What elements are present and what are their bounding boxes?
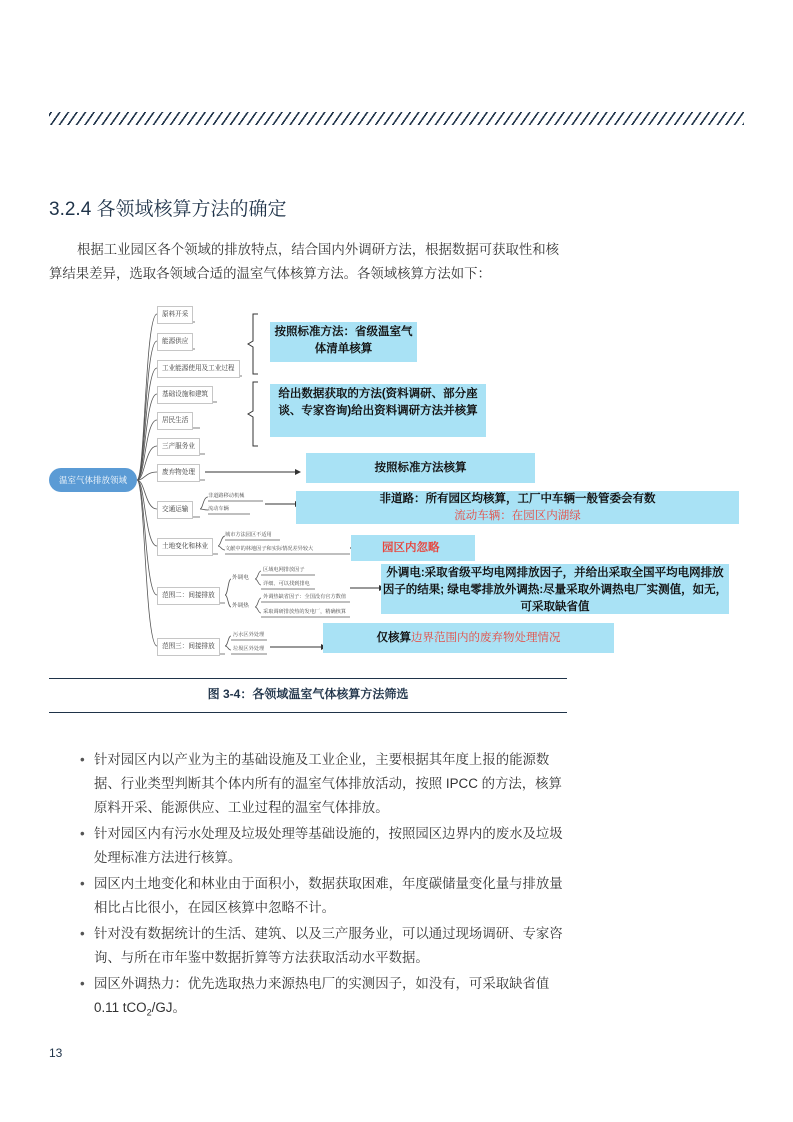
note-standard-provincial: 按照标准方法：省级温室气体清单核算: [270, 322, 417, 362]
scope2-sub-3: 外调热缺省因子：全国没有官方数值: [263, 594, 347, 600]
note-data-method: 给出数据获取的方法(资料调研、部分座谈、专家咨询)给出资料调研方法并核算: [270, 384, 486, 437]
bullet-item: • 针对园区内有污水处理及垃圾处理等基础设施的，按照园区边界内的废水及垃圾处理标准方法进行核算。: [80, 822, 570, 870]
bullet-heat-text: 园区外调热力：优先选取热力来源热电厂的实测因子，如没有，可采取缺省值 0.11 tCO: [94, 976, 550, 1015]
scope2-sub-1: 区域电网排放因子: [263, 567, 305, 573]
transport-sub-nonroad: 非道路移动机械: [208, 493, 245, 499]
section-title: 3.2.4 各领域核算方法的确定: [49, 199, 287, 220]
note-scope2: 外调电:采取省级平均电网排放因子，并给出采取全国平均电网排放因子的结果; 绿电零排放外调热:尽量采取外调热电厂实测值，如无，可采取缺省值: [381, 564, 729, 614]
scope2-sub-4: 采取调研排放热的发电厂，精确核算: [263, 609, 347, 615]
header-hatch-divider: [49, 112, 744, 125]
page-number: 13: [49, 1046, 63, 1060]
land-sub-1: 城市方法园区不适用: [225, 532, 272, 538]
note-transport-line1: 非道路：所有园区均核算，工厂中车辆一般管委会有数: [379, 493, 656, 505]
bullet-heat-subscript: 2: [146, 1007, 152, 1018]
note-scope3-prefix: 仅核算: [376, 632, 411, 644]
leaf-residential: 居民生活: [157, 412, 193, 430]
scope2-sub-2: 详细、可以找到排电: [263, 581, 310, 587]
leaf-tertiary: 三产服务业: [157, 438, 200, 456]
transport-sub-mobile: 流动车辆: [208, 506, 229, 512]
bullet-list: [80, 748, 570, 1027]
leaf-industrial-process: 工业能源使用及工业过程: [157, 360, 240, 378]
scope2-mid-heat: 外调热: [232, 603, 249, 609]
caption-top-rule: [49, 678, 567, 679]
note-scope3-highlight: 边界范围内的废弃物处理情况: [411, 632, 561, 644]
note-scope3: [323, 623, 614, 653]
leaf-land-forestry: 土地变化和林业: [157, 538, 213, 556]
bullet-item: • 针对没有数据统计的生活、建筑、以及三产服务业，可以通过现场调研、专家咨询、与所在市年鉴中数据折算等方法获取活动水平数据。: [80, 922, 570, 970]
scope3-sub-1: 污水区外处理: [233, 632, 265, 638]
note-transport-line2: 流动车辆：在园区内湖绿: [454, 510, 581, 522]
leaf-scope3: 范围三：间接排放: [157, 638, 220, 656]
land-sub-2: 文献中的林地因子和实际情况差异较大: [225, 546, 314, 552]
leaf-infrastructure: 基础设施和建筑: [157, 386, 213, 404]
scope3-sub-2: 垃圾区外处理: [233, 646, 265, 652]
bullet-item: • 针对园区内以产业为主的基础设施及工业企业，主要根据其年度上报的能源数据、行业类型判断其个体内所有的温室气体排放活动，按照 IPCC 的方法，核算原料开采、能源供应、工业过程的温室气体排放。: [80, 748, 570, 820]
leaf-raw-material: 原料开采: [157, 306, 193, 324]
leaf-transport: 交通运输: [157, 501, 193, 519]
bullet-item: • 园区内土地变化和林业由于面积小，数据获取困难，年度碳储量变化量与排放量相比占比很小，在园区核算中忽略不计。: [80, 872, 570, 920]
figure-caption: 图 3-4：各领域温室气体核算方法筛选: [207, 687, 409, 701]
mindmap-root-node: 温室气体排放领域: [49, 468, 137, 492]
leaf-waste: 废弃物处理: [157, 464, 200, 482]
note-ignore-in-park: 园区内忽略: [351, 535, 475, 561]
intro-paragraph: 根据工业园区各个领域的排放特点，结合国内外调研方法，根据数据可获取性和核算结果差异，选取各领域合适的温室气体核算方法。各领域核算方法如下：: [49, 242, 560, 281]
bullet-item: [80, 972, 570, 1025]
leaf-scope2: 范围二：间接排放: [157, 587, 220, 605]
scope2-mid-electricity: 外调电: [232, 575, 249, 581]
note-standard-method: 按照标准方法核算: [306, 453, 535, 483]
caption-bottom-rule: [49, 712, 567, 713]
leaf-energy-supply: 能源供应: [157, 333, 193, 351]
bullet-heat-unit: /GJ。: [151, 1000, 186, 1015]
note-transport: [296, 491, 739, 524]
